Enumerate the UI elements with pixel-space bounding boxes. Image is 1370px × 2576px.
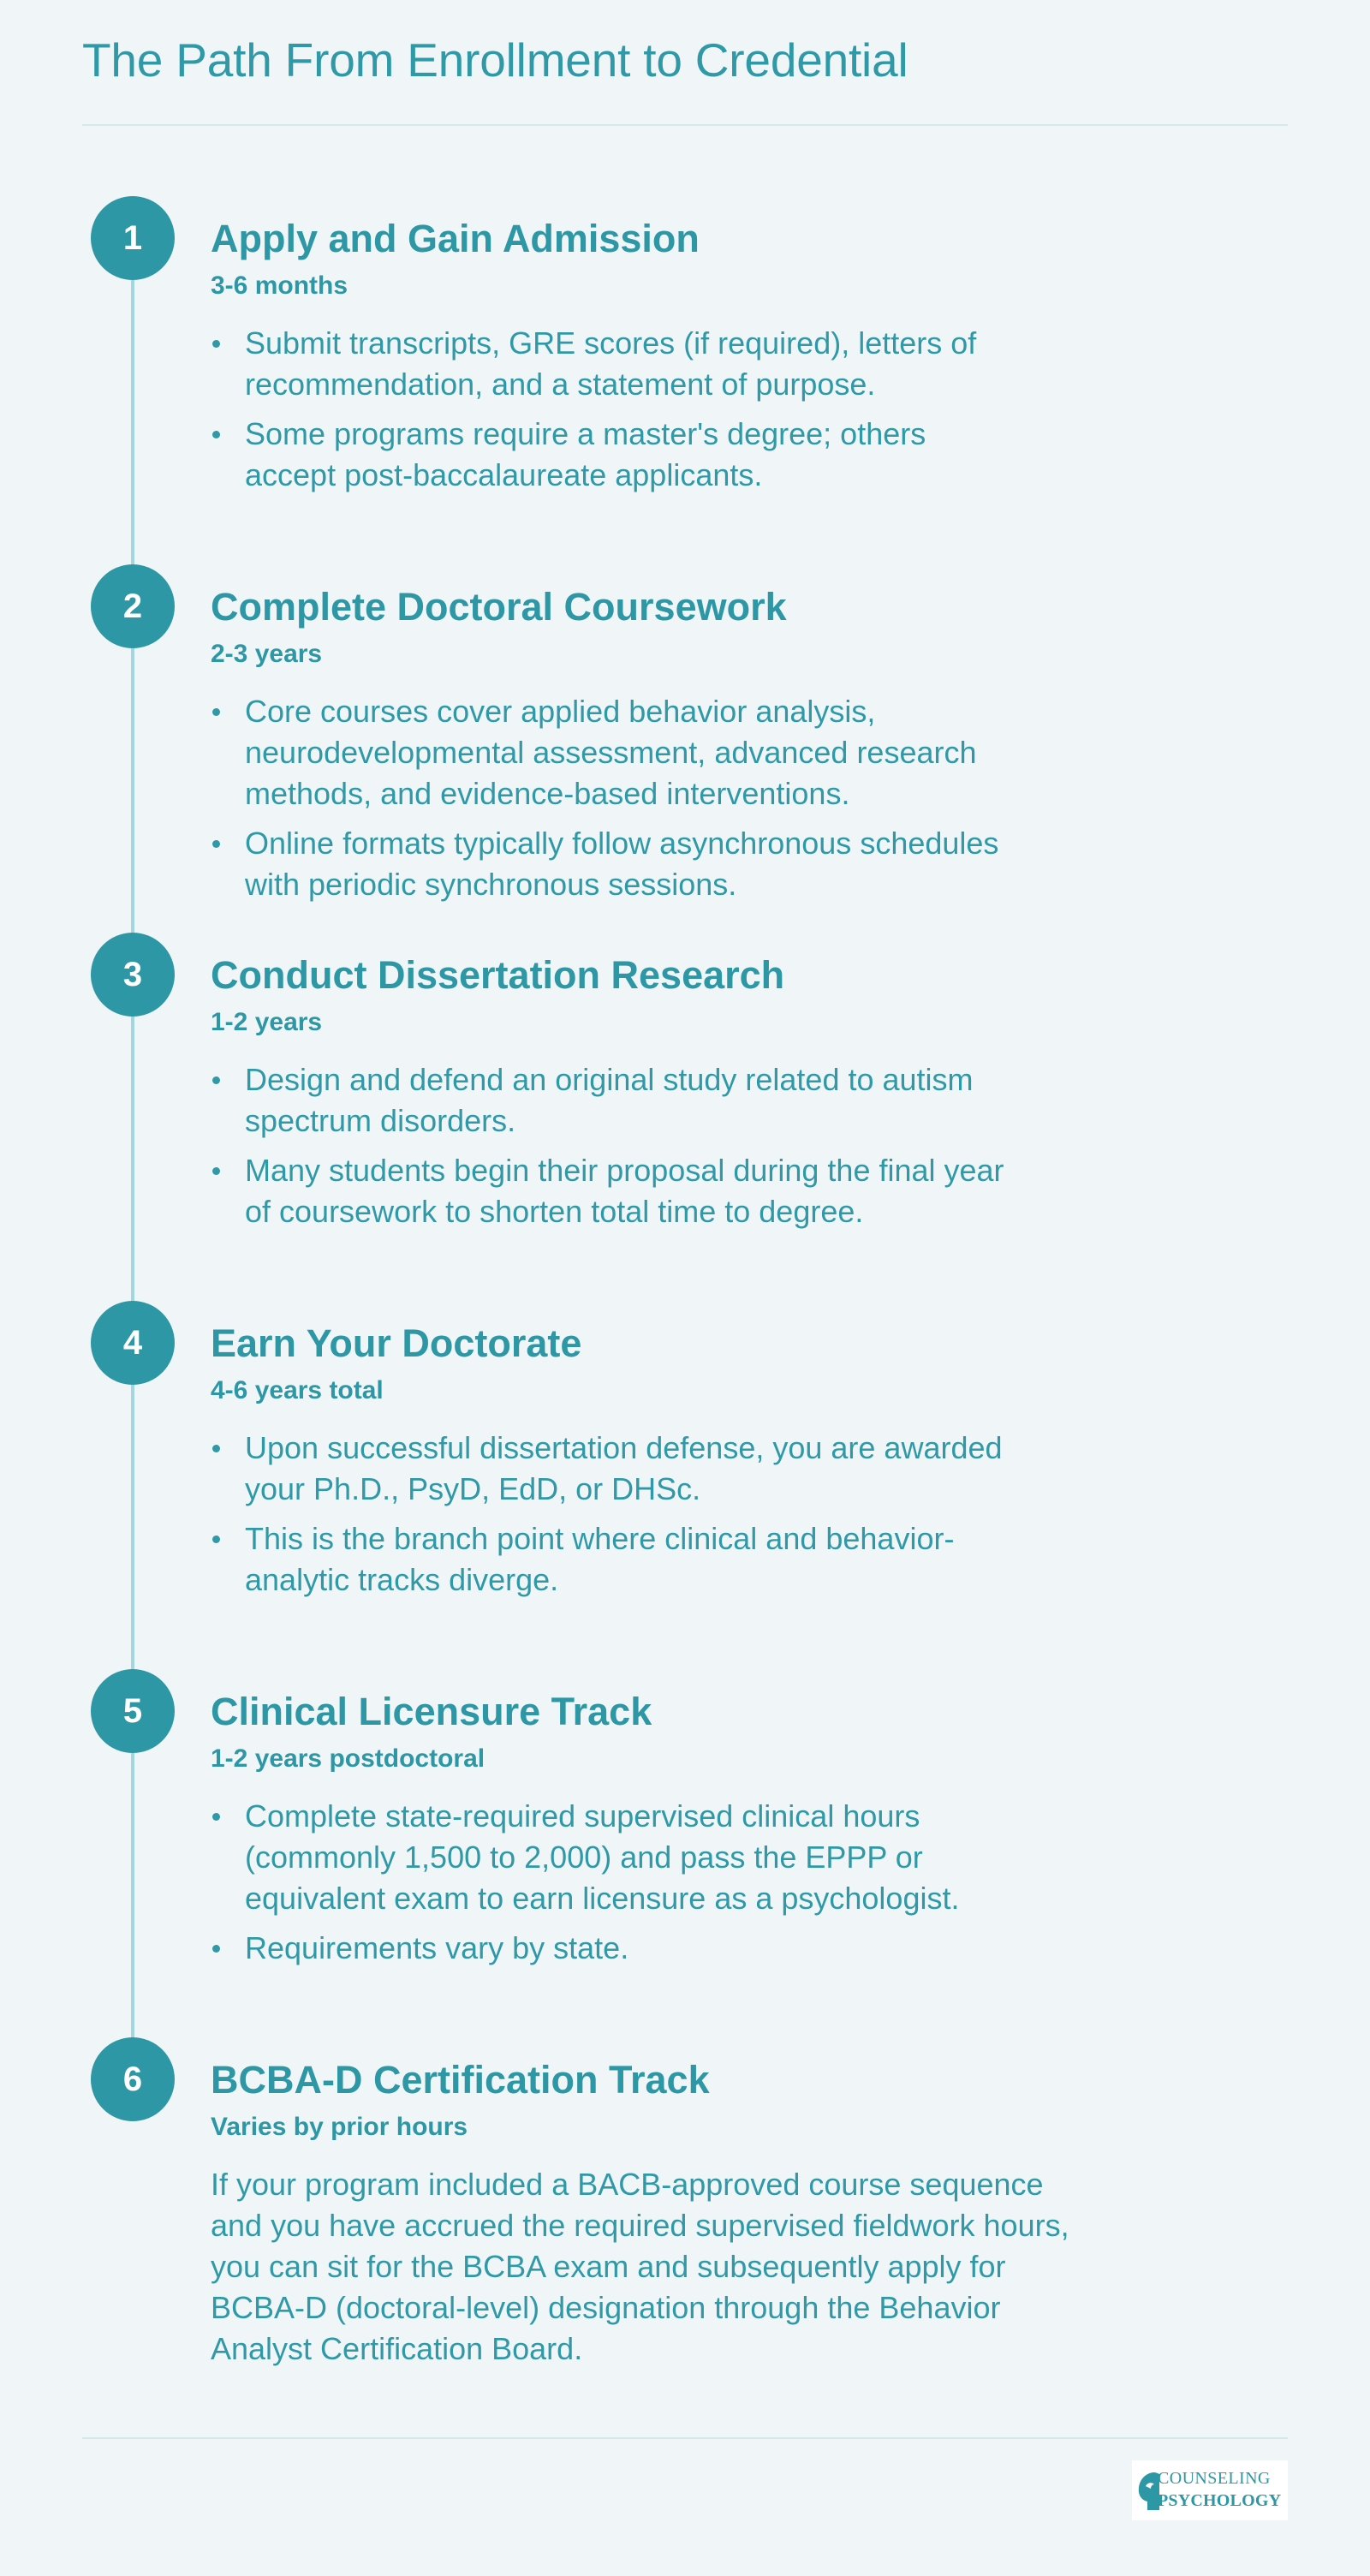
step-number-badge: 4 <box>91 1301 175 1385</box>
step-bullet: Many students begin their proposal during the final year of coursework to shorten total time to degree. <box>211 1150 1016 1232</box>
step-bullet-list <box>211 1428 1033 1601</box>
step-bullet: Upon successful dissertation defense, you are awarded your Ph.D., PsyD, EdD, or DHSc. <box>211 1428 1033 1510</box>
step-number-badge: 6 <box>91 2037 175 2121</box>
step-bullet: This is the branch point where clinical and behavior-analytic tracks diverge. <box>211 1518 1033 1601</box>
step-title: Conduct Dissertation Research <box>211 953 785 997</box>
step-number-badge: 5 <box>91 1669 175 1753</box>
step-bullet-list <box>211 1059 1016 1232</box>
step-number-badge: 3 <box>91 933 175 1017</box>
step-title: Clinical Licensure Track <box>211 1690 652 1733</box>
step-bullet: Submit transcripts, GRE scores (if required), letters of recommendation, and a statement of purpose. <box>211 323 998 405</box>
logo-text-line-1: COUNSELING <box>1158 2469 1271 2488</box>
step-bullet-list <box>211 1796 1033 1969</box>
timeline-line <box>131 240 134 2081</box>
step-number-badge: 1 <box>91 196 175 280</box>
step-content <box>211 2056 1101 2370</box>
step-bullet: Core courses cover applied behavior analysis, neurodevelopmental assessment, advanced research methods, and evidence-based interventions. <box>211 691 1033 814</box>
step-paragraph: If your program included a BACB-approved course sequence and you have accrued the required supervised fieldwork hours, you can sit for the BCBA exam and subsequently apply for BCBA-D (doctoral-level) designation through the Behavior Analyst Certification Board. <box>211 2167 1069 2366</box>
step-bullet: Some programs require a master's degree; others accept post-baccalaureate applicants. <box>211 414 998 496</box>
step-title: Earn Your Doctorate <box>211 1321 582 1365</box>
footer-divider <box>82 2437 1288 2439</box>
step-content <box>211 1688 1101 1977</box>
counseling-psychology-logo <box>1132 2460 1288 2520</box>
step-duration: 4-6 years total <box>211 1376 384 1404</box>
page-title: The Path From Enrollment to Credential <box>82 33 908 86</box>
step-duration: 1-2 years <box>211 1008 323 1036</box>
step-duration: 3-6 months <box>211 271 348 300</box>
step-content <box>211 1320 1101 1609</box>
step-content <box>211 215 1101 504</box>
step-bullet: Requirements vary by state. <box>211 1928 1033 1969</box>
step-bullet: Complete state-required supervised clinical hours (commonly 1,500 to 2,000) and pass the EPPP or equivalent exam to earn licensure as a psychologist. <box>211 1796 1033 1919</box>
step-bullet-list <box>211 691 1033 905</box>
step-content <box>211 951 1101 1241</box>
step-title: Complete Doctoral Coursework <box>211 585 787 629</box>
step-bullet-list <box>211 323 998 496</box>
step-number-badge: 2 <box>91 564 175 648</box>
step-title: BCBA-D Certification Track <box>211 2058 710 2102</box>
step-duration: Varies by prior hours <box>211 2113 468 2141</box>
step-duration: 2-3 years <box>211 640 323 668</box>
step-bullet: Online formats typically follow asynchronous schedules with periodic synchronous sessions. <box>211 823 1033 905</box>
step-bullet: Design and defend an original study related to autism spectrum disorders. <box>211 1059 1016 1142</box>
step-title: Apply and Gain Admission <box>211 217 700 260</box>
step-duration: 1-2 years postdoctoral <box>211 1744 485 1773</box>
step-content <box>211 583 1101 914</box>
header-divider <box>82 124 1288 126</box>
logo-text-line-2: PSYCHOLOGY <box>1158 2491 1282 2510</box>
